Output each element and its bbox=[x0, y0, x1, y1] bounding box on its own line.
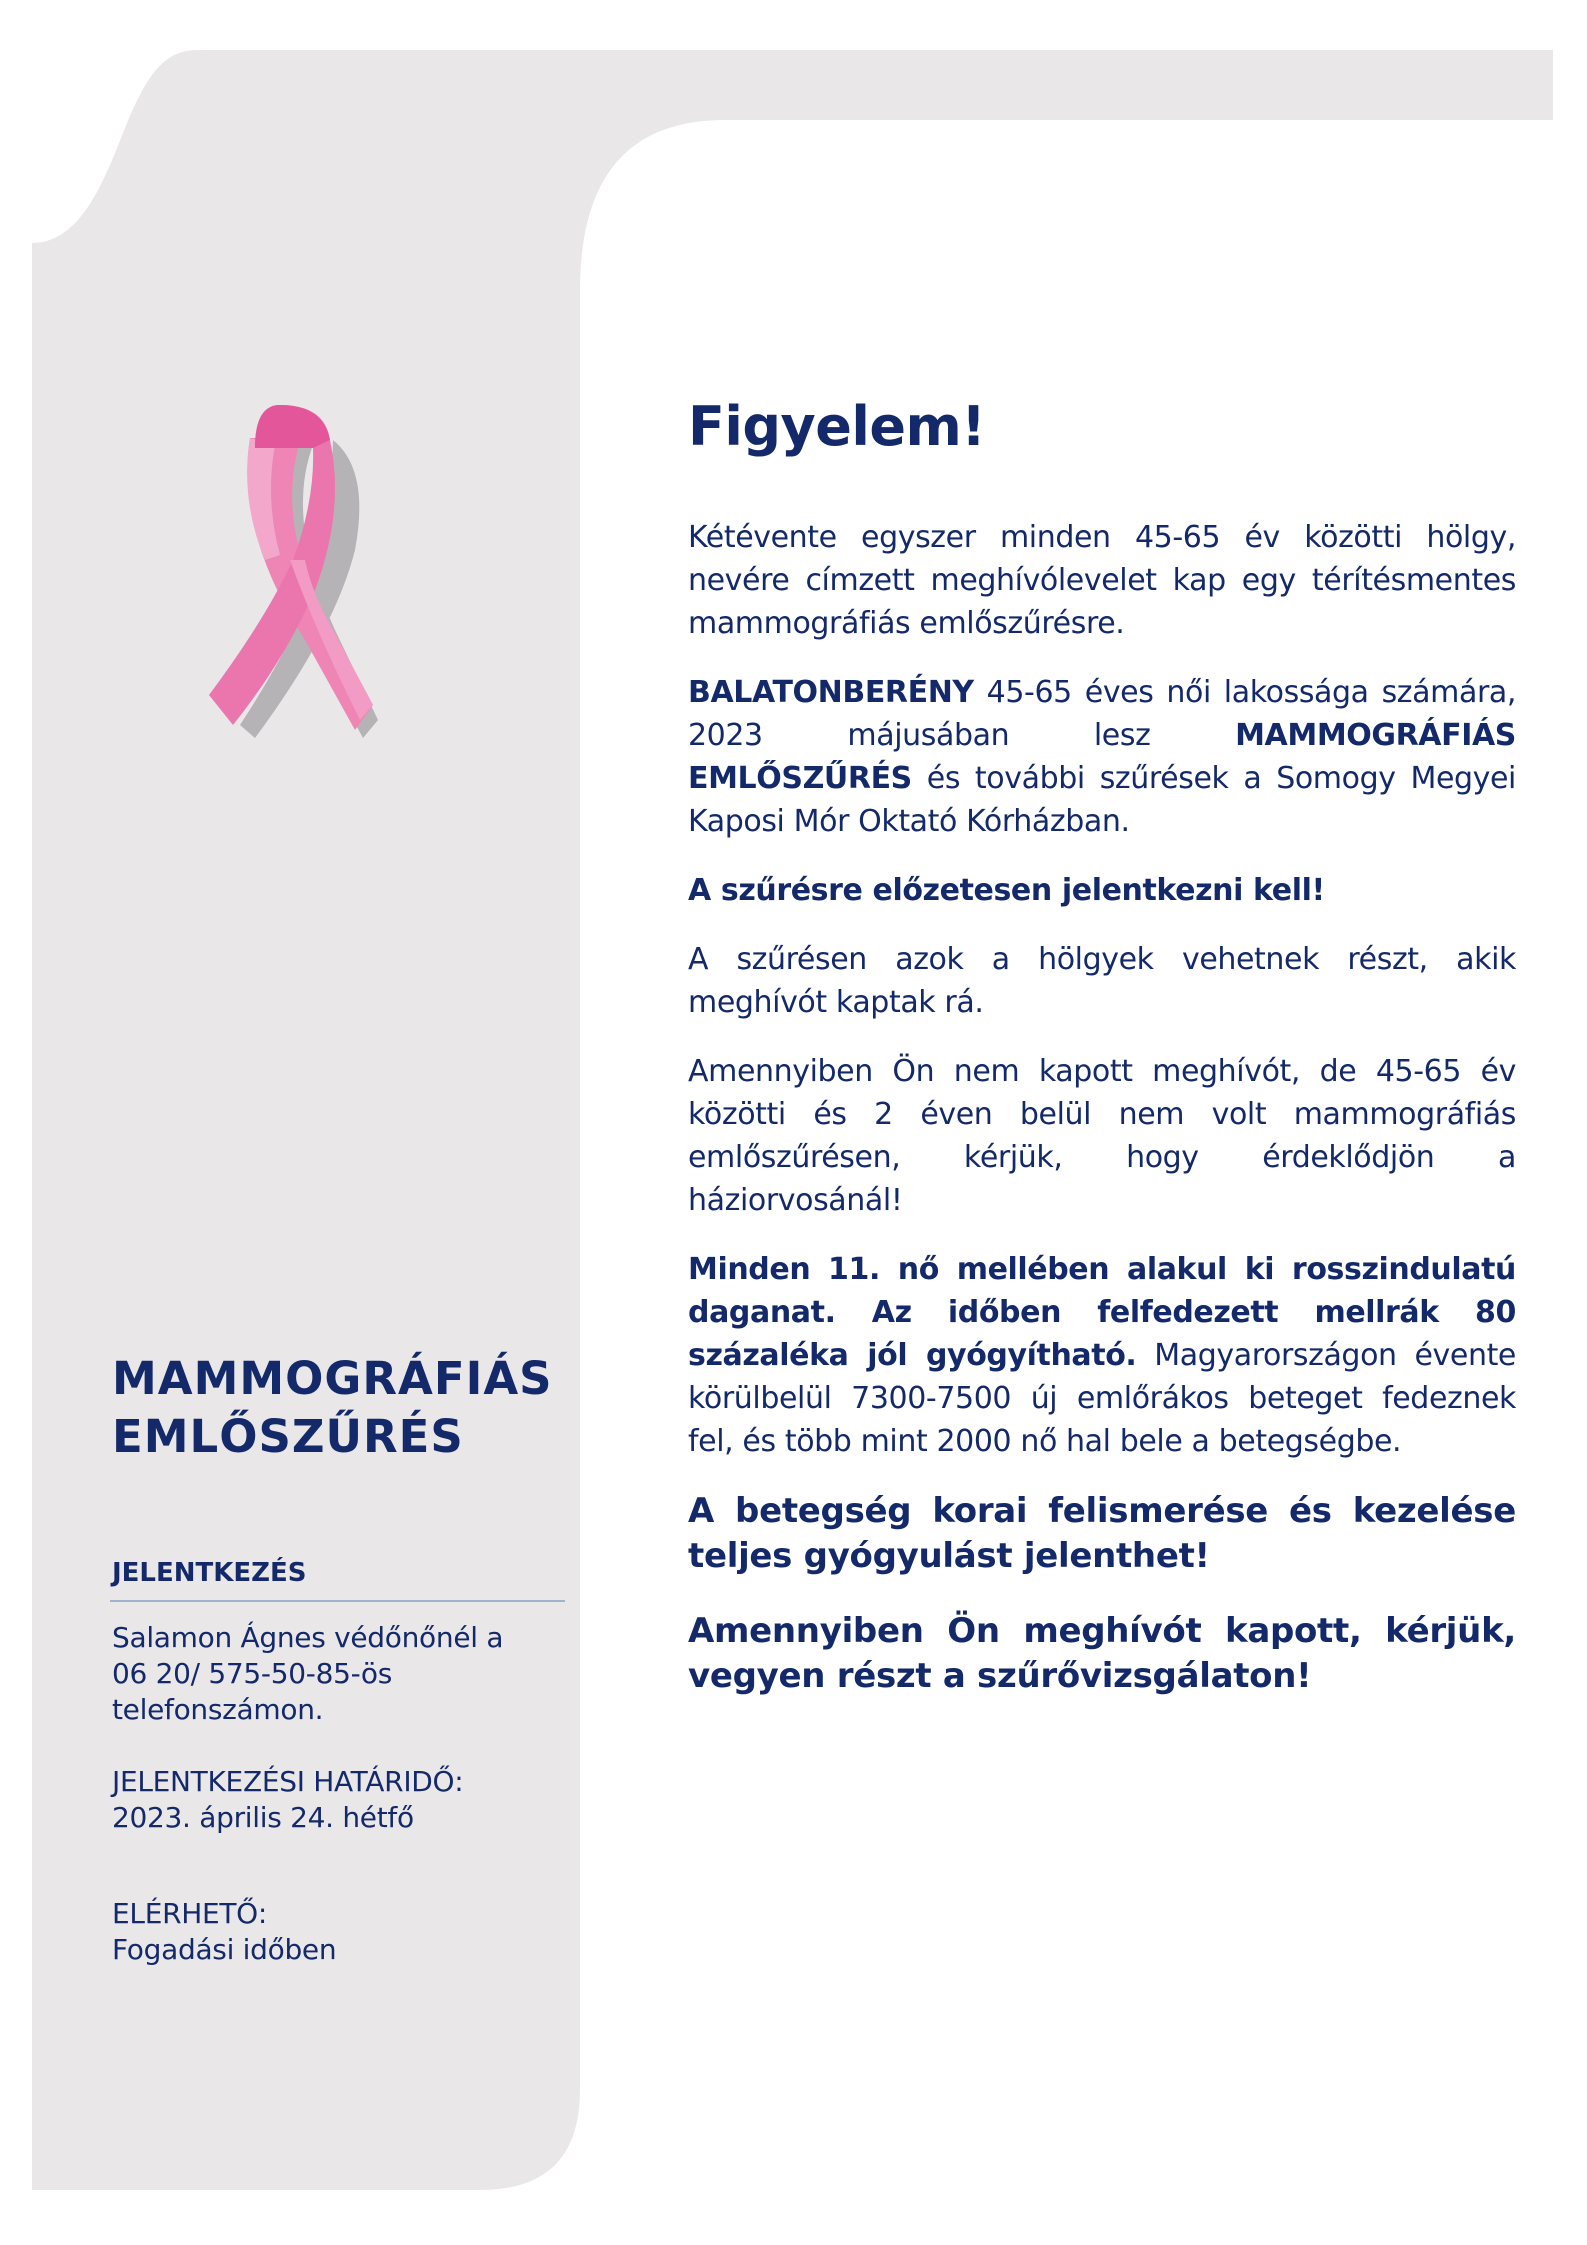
registration-heading: JELENTKEZÉS bbox=[112, 1558, 307, 1588]
paragraph-invitation: Kétévente egyszer minden 45-65 év közötti hölgy, nevére címzett meghívólevelet kap egy térítésmentes mammográfiás emlőszűrésre. bbox=[688, 520, 1516, 641]
paragraph-no-invitation: Amennyiben Ön nem kapott meghívót, de 45-65 év közötti és 2 éven belül nem volt mammográfiás emlőszűrésen, kérjük, hogy érdeklődjön a háziorvosánál! bbox=[688, 1054, 1516, 1218]
screening-name: MAMMOGRÁFIÁS EMLŐSZŰRÉS bbox=[688, 718, 1516, 796]
main-content bbox=[688, 395, 1516, 1729]
availability bbox=[112, 1896, 567, 1968]
paragraph-eligibility: A szűrésen azok a hölgyek vehetnek részt, akik meghívót kaptak rá. bbox=[688, 942, 1516, 1020]
sidebar-title bbox=[112, 1350, 567, 1466]
deadline-value: 2023. április 24. hétfő bbox=[112, 1801, 414, 1834]
phone-number: 06 20/ 575-50-85-ös bbox=[112, 1657, 393, 1690]
paragraph-screening-info bbox=[688, 671, 1516, 843]
paragraph-registration-required: A szűrésre előzetesen jelentkezni kell! bbox=[688, 873, 1325, 908]
town-name: BALATONBERÉNY bbox=[688, 675, 974, 710]
deadline bbox=[112, 1764, 567, 1836]
sidebar-title-line: EMLŐSZŰRÉS bbox=[112, 1410, 464, 1463]
sidebar-title-line: MAMMOGRÁFIÁS bbox=[112, 1352, 553, 1405]
text-line: telefonszámon. bbox=[112, 1693, 324, 1726]
text-line: Salamon Ágnes védőnőnél a bbox=[112, 1621, 504, 1654]
text: és további szűrések a Somogy Megyei Kaposi Mór Oktató Kórházban. bbox=[688, 761, 1516, 839]
paragraph-call-to-action: Amennyiben Ön meghívót kapott, kérjük, vegyen részt a szűrővizsgálaton! bbox=[688, 1611, 1516, 1696]
paragraph-statistics bbox=[688, 1248, 1516, 1463]
paragraph-early-detection: A betegség korai felismerése és kezelése teljes gyógyulást jelenthet! bbox=[688, 1491, 1516, 1576]
statistics-bold: Minden 11. nő mellében alakul ki rosszindulatú daganat. Az időben felfedezett mellrák 80 százaléka jól gyógyítható. bbox=[688, 1252, 1516, 1373]
registration-text bbox=[112, 1620, 567, 1728]
text: Magyarországon évente körülbelül 7300-7500 új emlőrákos beteget fedeznek fel, és több mint 2000 nő hal bele a betegségbe. bbox=[688, 1338, 1516, 1459]
text: 45-65 éves női lakossága számára, 2023 májusában lesz bbox=[688, 675, 1516, 753]
pink-ribbon-icon bbox=[195, 400, 395, 740]
divider bbox=[110, 1600, 565, 1602]
availability-label: ELÉRHETŐ: bbox=[112, 1897, 268, 1930]
page-title: Figyelem! bbox=[688, 395, 986, 458]
availability-value: Fogadási időben bbox=[112, 1933, 337, 1966]
deadline-label: JELENTKEZÉSI HATÁRIDŐ: bbox=[112, 1765, 464, 1798]
